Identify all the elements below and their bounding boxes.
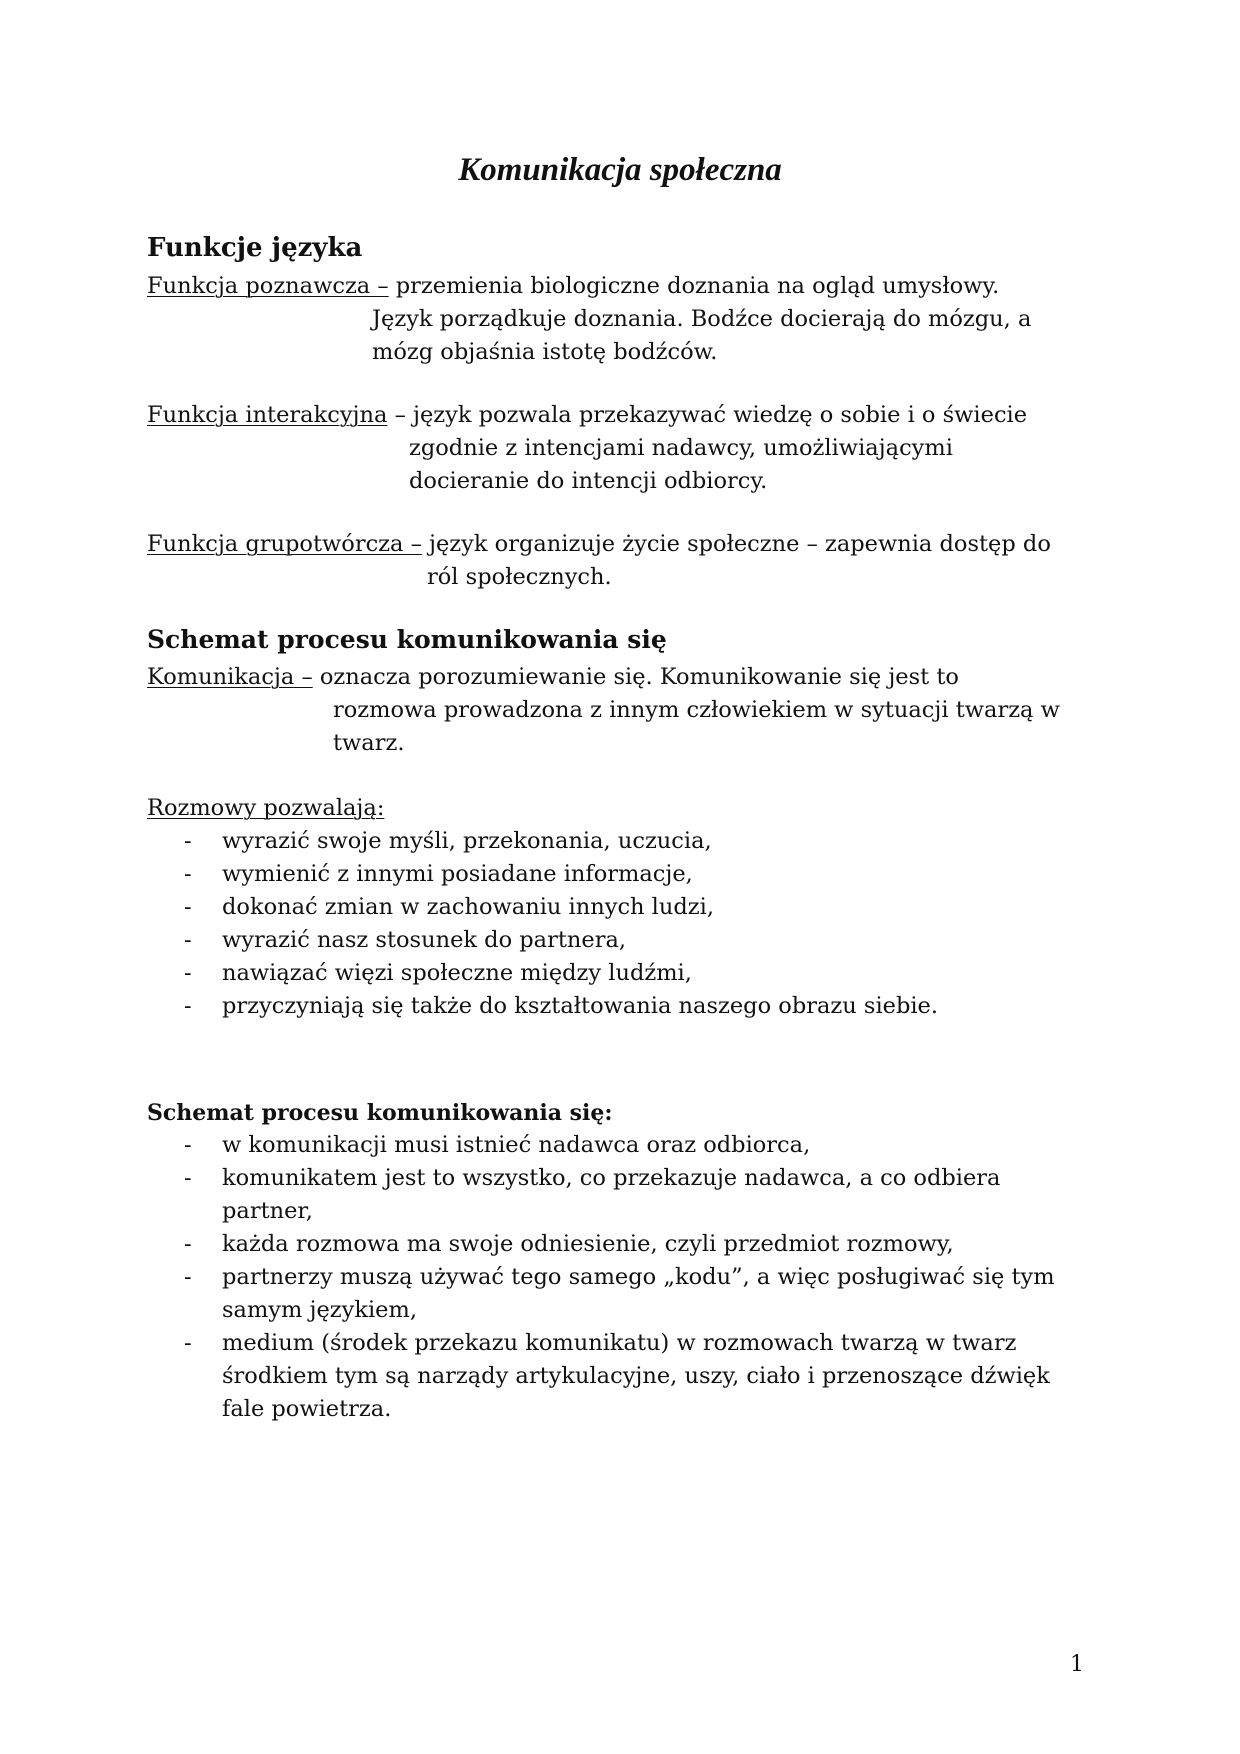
section-heading-funkcje: Funkcje języka [147, 233, 363, 263]
page-number: 1 [1070, 1652, 1084, 1677]
section-heading-schemat-2: Schemat procesu komunikowania się: [147, 1100, 613, 1126]
bullet: - [184, 960, 192, 986]
list-item-continuation: fale powietrza. [222, 1396, 392, 1422]
list-label: Rozmowy pozwalają: [147, 795, 385, 821]
list-item-continuation: środkiem tym są narządy artykulacyjne, uszy, ciało i przenoszące dźwięk [222, 1363, 1050, 1389]
def-text: język organizuje życie społeczne – zapewnia dostęp do [421, 531, 1051, 557]
def-line: zgodnie z intencjami nadawcy, umożliwiającymi [409, 435, 953, 461]
def-line: docieranie do intencji odbiorcy. [409, 468, 768, 494]
section-heading-schemat: Schemat procesu komunikowania się [147, 625, 667, 654]
def-term: Funkcja poznawcza – [147, 273, 389, 299]
def-text: przemienia biologiczne doznania na ogląd umysłowy. [388, 273, 1000, 299]
bullet: - [184, 1132, 192, 1158]
bullet: - [184, 828, 192, 854]
def-line [147, 399, 1027, 432]
def-line: rozmowa prowadzona z innym człowiekiem w sytuacji twarzą w [333, 697, 1060, 723]
def-line [147, 528, 1051, 561]
def-line: ról społecznych. [427, 564, 612, 590]
document-page: Komunikacja społeczna Funkcje języka Funkcja poznawcza – przemienia biologiczne doznania na ogląd umysłowy. Język porządkuje doznania. Bodźce docierają do mózgu, a mózg objaśnia istotę bodźców. Funkcja interakcyjna – język pozwala przekazywać wiedzę o sobie i o świecie zgodnie z intencjami nadawcy, umożliwiającymi docieranie do intencji odbiorcy. Funkcja grupotwórcza – język organizuje życie społeczne – zapewnia dostęp do ról społecznych. Schemat procesu komunikowania się Komunikacja – oznacza porozumiewanie się. Komunikowanie się jest to rozmowa prowadzona z innym człowiekiem w sytuacji twarzą w twarz. Rozmowy pozwalają: - wyrazić swoje myśli, przekonania, uczucia, - wymienić z innymi posiadane informacje, - dokonać zmian w zachowaniu innych ludzi, - wyrazić nasz stosunek do partnera, - nawiązać więzi społeczne między ludźmi, - przyczyniają się także do kształtowania naszego obrazu siebie. Schemat procesu komunikowania się: - w komunikacji musi istnieć nadawca oraz odbiorca, - komunikatem jest to wszystko, co przekazuje nadawca, a co odbiera partner, - każda rozmowa ma swoje odniesienie, czyli przedmiot rozmowy, - partnerzy muszą używać tego samego „kodu”, a więc posługiwać się tym samym językiem, - medium (środek przekazu komunikatu) w rozmowach twarzą w twarz środkiem tym są narządy artykulacyjne, uszy, ciało i przenoszące dźwięk fale powietrza. 1 [0, 0, 1240, 1754]
list-item-continuation: partner, [222, 1198, 313, 1224]
def-line: Język porządkuje doznania. Bodźce docierają do mózgu, a [372, 306, 1032, 332]
list-item-continuation: samym językiem, [222, 1297, 417, 1323]
def-text: – język pozwala przekazywać wiedzę o sobie i o świecie [387, 402, 1028, 428]
bullet: - [184, 894, 192, 920]
bullet: - [184, 1231, 192, 1257]
def-term: Funkcja grupotwórcza – [147, 531, 422, 557]
def-line: twarz. [333, 730, 405, 756]
def-line: mózg objaśnia istotę bodźców. [372, 339, 718, 365]
document-title: Komunikacja społeczna [458, 152, 782, 188]
bullet: - [184, 1165, 192, 1191]
def-term: Funkcja interakcyjna [147, 402, 388, 428]
bullet: - [184, 993, 192, 1019]
bullet: - [184, 1330, 192, 1356]
bullet: - [184, 1264, 192, 1290]
bullet: - [184, 927, 192, 953]
def-line [147, 270, 999, 303]
def-term: Komunikacja – [147, 664, 313, 690]
bullet: - [184, 861, 192, 887]
def-text: oznacza porozumiewanie się. Komunikowanie się jest to [312, 664, 959, 690]
def-line [147, 661, 959, 694]
